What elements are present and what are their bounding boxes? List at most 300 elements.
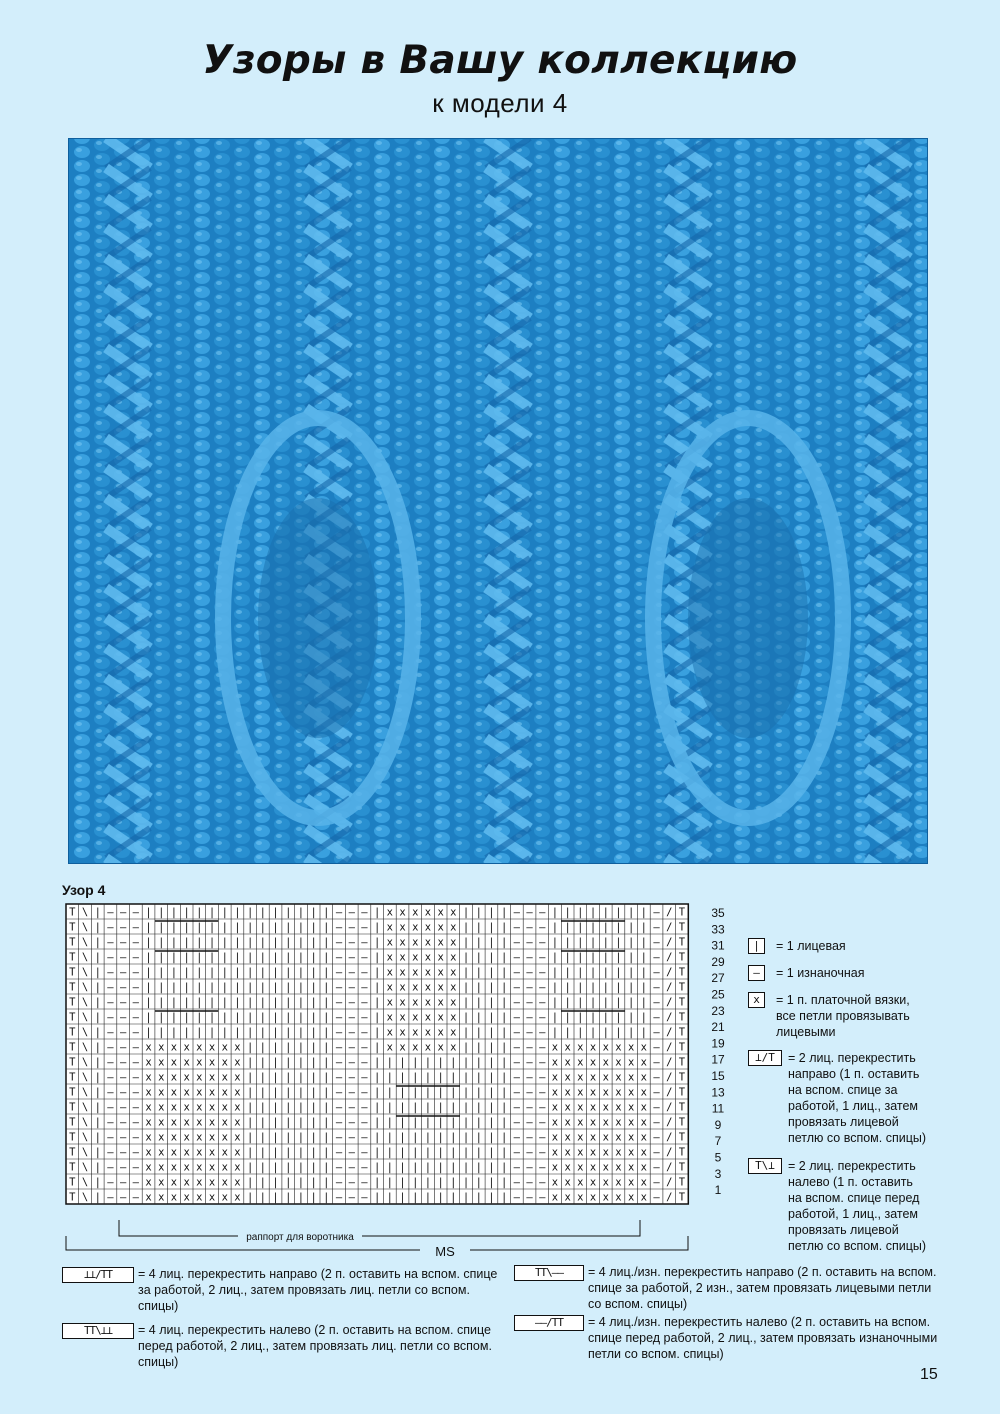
chart-cell: |	[373, 1041, 381, 1054]
row-number: 17	[711, 1052, 725, 1067]
chart-cell: x	[196, 1071, 203, 1084]
chart-cell: |	[627, 906, 635, 919]
chart-cell: |	[323, 996, 330, 1009]
chart-cell: |	[488, 966, 495, 979]
chart-cell: x	[551, 1116, 559, 1129]
chart-cell: x	[640, 1086, 648, 1099]
chart-cell: |	[424, 1086, 432, 1099]
chart-cell: –	[348, 966, 355, 979]
chart-cell: x	[551, 1101, 559, 1114]
repeat-label: раппорт для воротника	[246, 1232, 354, 1243]
chart-cell: |	[386, 1161, 394, 1174]
chart-cell: x	[577, 1161, 584, 1174]
chart-cell: x	[589, 1176, 597, 1189]
chart-cell: |	[221, 906, 228, 919]
chart-cell: x	[183, 1191, 190, 1204]
chart-cell: \	[81, 1101, 89, 1114]
chart-cell: |	[145, 951, 152, 964]
chart-cell: –	[361, 1011, 368, 1024]
chart-cell: –	[348, 1161, 355, 1174]
chart-cell: x	[627, 1041, 635, 1054]
chart-cell: x	[221, 1086, 228, 1099]
chart-cell: –	[361, 1086, 368, 1099]
chart-cell: x	[183, 1101, 190, 1114]
page-subtitle: к модели 4	[432, 88, 568, 118]
chart-cell: –	[132, 906, 140, 919]
chart-cell: x	[640, 1161, 648, 1174]
chart-cell: –	[513, 1176, 521, 1189]
legend-garter: x = 1 п. платочной вязки, все петли провязывать лицевыми	[748, 992, 948, 1042]
chart-cell: x	[183, 1146, 190, 1159]
chart-cell: |	[297, 996, 305, 1009]
chart-cell: –	[119, 921, 127, 934]
chart-cell: |	[272, 1146, 279, 1159]
chart-cell: |	[551, 996, 559, 1009]
chart-cell: |	[297, 1026, 305, 1039]
chart-cell: –	[107, 1146, 114, 1159]
chart-cell: |	[94, 951, 101, 964]
chart-cell: –	[335, 1131, 343, 1144]
chart-cell: |	[488, 1026, 495, 1039]
chart-cell: |	[94, 921, 101, 934]
chart-cell: |	[412, 1191, 419, 1204]
chart-cell: T	[69, 966, 76, 979]
chart-cell: x	[627, 1116, 635, 1129]
chart-cell: |	[310, 1011, 317, 1024]
chart-cell: x	[412, 996, 419, 1009]
chart-cell: |	[246, 1176, 254, 1189]
chart-cell: x	[627, 1191, 635, 1204]
chart-cell: –	[348, 1131, 355, 1144]
chart-cell: |	[500, 1176, 508, 1189]
chart-cell: \	[81, 1161, 89, 1174]
chart-cell: |	[475, 1191, 482, 1204]
chart-cell: T	[678, 1041, 686, 1054]
row-number: 33	[711, 922, 725, 937]
chart-cell: x	[145, 1056, 152, 1069]
chart-cell: x	[158, 1071, 165, 1084]
chart-cell: |	[297, 1011, 305, 1024]
chart-cell: x	[589, 1056, 597, 1069]
chart-cell: x	[627, 1101, 635, 1114]
chart-cell: |	[373, 1146, 381, 1159]
chart-cell: |	[437, 1161, 444, 1174]
chart-cell: |	[196, 936, 203, 949]
chart-cell: |	[475, 966, 482, 979]
chart-cell: –	[132, 1071, 140, 1084]
chart-cell: –	[348, 996, 355, 1009]
chart-cell: |	[145, 966, 152, 979]
chart-cell: x	[577, 1056, 584, 1069]
row-number: 13	[711, 1085, 725, 1100]
chart-cell: |	[450, 1161, 457, 1174]
chart-cell: –	[132, 1041, 140, 1054]
chart-cell: T	[69, 1101, 76, 1114]
chart-cell: x	[615, 1101, 622, 1114]
chart-cell: x	[564, 1041, 571, 1054]
chart-cell: x	[450, 921, 457, 934]
chart-cell: |	[323, 966, 330, 979]
chart-cell: x	[424, 1026, 432, 1039]
chart-cell: |	[196, 921, 203, 934]
chart-cell: –	[526, 1026, 533, 1039]
chart-cell: |	[196, 1011, 203, 1024]
chart-cell: |	[373, 921, 381, 934]
chart-cell: T	[678, 1026, 686, 1039]
chart-cell: –	[526, 1056, 533, 1069]
chart-cell: |	[323, 1131, 330, 1144]
chart-cell: |	[488, 1011, 495, 1024]
chart-cell: |	[500, 1131, 508, 1144]
chart-cell: |	[259, 921, 267, 934]
chart-cell: \	[81, 921, 89, 934]
chart-cell: x	[577, 1101, 584, 1114]
chart-cell: –	[526, 1176, 533, 1189]
chart-cell: |	[297, 906, 305, 919]
chart-cell: \	[81, 1131, 89, 1144]
chart-cell: –	[335, 1101, 343, 1114]
chart-cell: |	[323, 921, 330, 934]
chart-cell: x	[450, 966, 457, 979]
chart-cell: –	[107, 1176, 114, 1189]
chart-cell: |	[323, 1161, 330, 1174]
chart-cell: |	[577, 921, 584, 934]
chart-cell: \	[81, 951, 89, 964]
chart-cell: |	[373, 1026, 381, 1039]
chart-cell: |	[475, 936, 482, 949]
chart-cell: |	[564, 966, 571, 979]
chart-cell: |	[259, 1191, 267, 1204]
chart-cell: \	[81, 966, 89, 979]
chart-cell: |	[246, 966, 254, 979]
legend-cross-right-2: ⊥/T = 2 лиц. перекрестить направо (1 п. оставить на вспом. спице за работой, 1 лиц., затем провязать лицевой петлю со вспом. спицы)	[748, 1050, 948, 1150]
chart-cell: –	[335, 936, 343, 949]
chart-cell: |	[196, 1026, 203, 1039]
chart-cell: |	[310, 1041, 317, 1054]
chart-cell: |	[412, 1071, 419, 1084]
chart-cell: |	[488, 936, 495, 949]
row-number: 5	[714, 1150, 722, 1165]
chart-cell: –	[653, 1011, 660, 1024]
chart-cell: –	[653, 951, 660, 964]
chart-cell: –	[335, 951, 343, 964]
chart-cell: |	[564, 921, 571, 934]
chart-cell: T	[678, 1011, 686, 1024]
chart-cell: |	[602, 996, 609, 1009]
chart-cell: x	[208, 1116, 216, 1129]
chart-cell: –	[361, 936, 368, 949]
chart-cell: |	[221, 921, 228, 934]
chart-cell: x	[564, 1071, 571, 1084]
chart-cell: |	[488, 906, 495, 919]
chart-cell: |	[424, 1131, 432, 1144]
chart-cell: x	[602, 1176, 609, 1189]
chart-cell: T	[678, 1116, 686, 1129]
chart-cell: –	[107, 1011, 114, 1024]
chart-cell: –	[361, 981, 368, 994]
chart-cell: x	[386, 906, 394, 919]
chart-cell: |	[640, 951, 648, 964]
chart-cell: |	[450, 1131, 457, 1144]
chart-cell: |	[589, 981, 597, 994]
chart-cell: –	[348, 981, 355, 994]
chart-cell: x	[412, 1011, 419, 1024]
chart-cell: x	[145, 1041, 152, 1054]
chart-cell: x	[424, 1011, 432, 1024]
chart-cell: |	[424, 1116, 432, 1129]
chart-cell: x	[208, 1056, 216, 1069]
chart-cell: \	[81, 1056, 89, 1069]
chart-cell: |	[399, 1176, 406, 1189]
chart-cell: |	[272, 1176, 279, 1189]
chart-cell: |	[310, 936, 317, 949]
chart-cell: x	[424, 906, 432, 919]
chart-cell: |	[158, 1011, 165, 1024]
chart-cell: –	[653, 1026, 660, 1039]
chart-cell: x	[158, 1176, 165, 1189]
chart-cell: |	[500, 1191, 508, 1204]
chart-cell: x	[412, 1026, 419, 1039]
chart-cell: |	[462, 906, 470, 919]
chart-cell: |	[488, 981, 495, 994]
chart-cell: |	[272, 1161, 279, 1174]
chart-cell: x	[234, 1086, 241, 1099]
chart-cell: |	[462, 1146, 470, 1159]
chart-cell: |	[221, 1026, 228, 1039]
chart-cell: –	[526, 936, 533, 949]
chart-cell: |	[221, 951, 228, 964]
chart-cell: |	[488, 1146, 495, 1159]
chart-cell: |	[488, 1086, 495, 1099]
chart-cell: x	[564, 1056, 571, 1069]
chart-cell: x	[158, 1041, 165, 1054]
chart-cell: |	[551, 921, 559, 934]
chart-cell: |	[577, 996, 584, 1009]
chart-cell: |	[297, 1086, 305, 1099]
chart-cell: |	[386, 1191, 394, 1204]
chart-cell: –	[132, 966, 140, 979]
chart-cell: /	[666, 951, 673, 964]
chart-cell: |	[412, 1176, 419, 1189]
chart-cell: |	[94, 1191, 101, 1204]
chart-cell: T	[678, 1056, 686, 1069]
row-number: 3	[714, 1166, 722, 1181]
chart-cell: –	[361, 996, 368, 1009]
chart-cell: –	[348, 1101, 355, 1114]
chart-cell: x	[424, 951, 432, 964]
chart-cell: x	[399, 966, 406, 979]
chart-cell: /	[666, 1086, 673, 1099]
chart-cell: |	[310, 1071, 317, 1084]
chart-cell: –	[526, 1011, 533, 1024]
chart-cell: |	[170, 966, 178, 979]
chart-cell: x	[589, 1086, 597, 1099]
chart-cell: –	[107, 951, 114, 964]
chart-cell: |	[183, 1011, 190, 1024]
chart-cell: x	[208, 1131, 216, 1144]
chart-cell: /	[666, 1101, 673, 1114]
chart-cell: |	[437, 1146, 444, 1159]
chart-cell: x	[589, 1116, 597, 1129]
chart-cell: |	[208, 951, 216, 964]
chart-cell: |	[234, 936, 241, 949]
chart-cell: –	[539, 1191, 546, 1204]
chart-cell: x	[183, 1176, 190, 1189]
chart-cell: |	[437, 1131, 444, 1144]
chart-cell: x	[234, 1176, 241, 1189]
row-number: 21	[711, 1020, 725, 1035]
chart-cell: |	[94, 1041, 101, 1054]
chart-cell: |	[462, 1026, 470, 1039]
chart-cell: |	[158, 921, 165, 934]
note-cross-left-4-purl-knit: ––/TT = 4 лиц./изн. перекрестить налево (2 п. оставить на вспом. спице перед работой, 2 лиц., затем провязать изнаночными петли со вспом. спицы)	[514, 1314, 944, 1364]
chart-cell: –	[335, 1161, 343, 1174]
chart-cell: x	[386, 1011, 394, 1024]
chart-cell: \	[81, 996, 89, 1009]
chart-cell: |	[450, 1071, 457, 1084]
chart-cell: |	[246, 1146, 254, 1159]
chart-cell: /	[666, 1176, 673, 1189]
chart-cell: |	[272, 936, 279, 949]
chart-cell: x	[221, 1071, 228, 1084]
chart-cell: /	[666, 981, 673, 994]
chart-cell: x	[602, 1146, 609, 1159]
chart-cell: –	[526, 1146, 533, 1159]
chart-cell: |	[323, 1176, 330, 1189]
chart-cell: –	[653, 1101, 660, 1114]
chart-cell: |	[399, 1086, 406, 1099]
chart-cell: |	[272, 1056, 279, 1069]
chart-cell: |	[259, 1176, 267, 1189]
chart-cell: |	[272, 1101, 279, 1114]
chart-cell: x	[424, 936, 432, 949]
chart-cell: T	[69, 1191, 76, 1204]
chart-cell: –	[539, 1101, 546, 1114]
chart-cell: \	[81, 1041, 89, 1054]
chart-cell: x	[158, 1101, 165, 1114]
chart-cell: T	[678, 1131, 686, 1144]
chart-cell: –	[335, 1056, 343, 1069]
chart-cell: |	[170, 951, 178, 964]
chart-cell: x	[640, 1131, 648, 1144]
chart-cell: |	[475, 1146, 482, 1159]
chart-cell: –	[653, 1146, 660, 1159]
chart-cell: |	[386, 1056, 394, 1069]
chart-cell: –	[539, 1161, 546, 1174]
chart-cell: |	[615, 996, 622, 1009]
chart-cell: x	[564, 1146, 571, 1159]
chart-cell: –	[107, 936, 114, 949]
chart-cell: |	[500, 981, 508, 994]
chart-cell: –	[348, 1041, 355, 1054]
chart-cell: x	[234, 1116, 241, 1129]
chart-cell: x	[221, 1116, 228, 1129]
chart-cell: –	[361, 951, 368, 964]
chart-cell: |	[259, 981, 267, 994]
chart-cell: –	[107, 966, 114, 979]
chart-cell: x	[577, 1086, 584, 1099]
chart-cell: |	[475, 1176, 482, 1189]
chart-cell: x	[234, 1071, 241, 1084]
chart-cell: |	[259, 1146, 267, 1159]
row-number: 11	[711, 1101, 725, 1116]
chart-cell: |	[577, 951, 584, 964]
chart-cell: |	[323, 936, 330, 949]
chart-cell: x	[170, 1116, 178, 1129]
chart-cell: –	[513, 1116, 521, 1129]
chart-cell: x	[615, 1056, 622, 1069]
chart-cell: –	[513, 1056, 521, 1069]
chart-cell: |	[589, 1026, 597, 1039]
chart-cell: –	[361, 1071, 368, 1084]
chart-cell: –	[539, 1041, 546, 1054]
chart-cell: |	[323, 1116, 330, 1129]
chart-cell: x	[551, 1161, 559, 1174]
chart-cell: –	[119, 951, 127, 964]
chart-cell: –	[539, 1026, 546, 1039]
chart-cell: |	[297, 1056, 305, 1069]
chart-cell: –	[107, 981, 114, 994]
chart-cell: x	[386, 936, 394, 949]
chart-cell: –	[361, 921, 368, 934]
chart-cell: x	[602, 1191, 609, 1204]
chart-cell: |	[234, 906, 241, 919]
chart-cell: x	[627, 1071, 635, 1084]
pattern-label: Узор 4	[62, 882, 106, 898]
chart-cell: |	[145, 1026, 152, 1039]
chart-cell: –	[513, 1131, 521, 1144]
chart-cell: |	[462, 1041, 470, 1054]
chart-cell: –	[132, 1131, 140, 1144]
chart-cell: x	[158, 1146, 165, 1159]
chart-cell: x	[615, 1176, 622, 1189]
chart-cell: |	[475, 1011, 482, 1024]
chart-cell: x	[450, 1026, 457, 1039]
chart-cell: |	[424, 1191, 432, 1204]
chart-cell: |	[488, 951, 495, 964]
chart-cell: –	[539, 1086, 546, 1099]
chart-cell: x	[386, 981, 394, 994]
chart-cell: |	[488, 1041, 495, 1054]
chart-cell: T	[69, 1116, 76, 1129]
chart-cell: x	[234, 1101, 241, 1114]
chart-cell: –	[119, 1176, 127, 1189]
chart-cell: –	[361, 1026, 368, 1039]
chart-cell: x	[221, 1131, 228, 1144]
chart-cell: |	[94, 1161, 101, 1174]
chart-cell: |	[170, 996, 178, 1009]
chart-cell: |	[399, 1131, 406, 1144]
row-number: 35	[711, 906, 725, 920]
chart-cell: \	[81, 906, 89, 919]
chart-cell: |	[310, 1161, 317, 1174]
chart-cell: –	[513, 906, 521, 919]
chart-cell: x	[564, 1116, 571, 1129]
chart-cell: |	[285, 1026, 292, 1039]
chart-cell: x	[399, 1011, 406, 1024]
chart-cell: |	[285, 936, 292, 949]
chart-cell: x	[399, 906, 406, 919]
chart-cell: |	[272, 906, 279, 919]
chart-cell: |	[640, 906, 648, 919]
repeat-bracket	[119, 1220, 640, 1243]
chart-cell: –	[107, 1071, 114, 1084]
chart-cell: \	[81, 981, 89, 994]
chart-cell: x	[424, 996, 432, 1009]
chart-cell: –	[107, 1041, 114, 1054]
chart-cell: |	[183, 906, 190, 919]
chart-cell: |	[183, 996, 190, 1009]
